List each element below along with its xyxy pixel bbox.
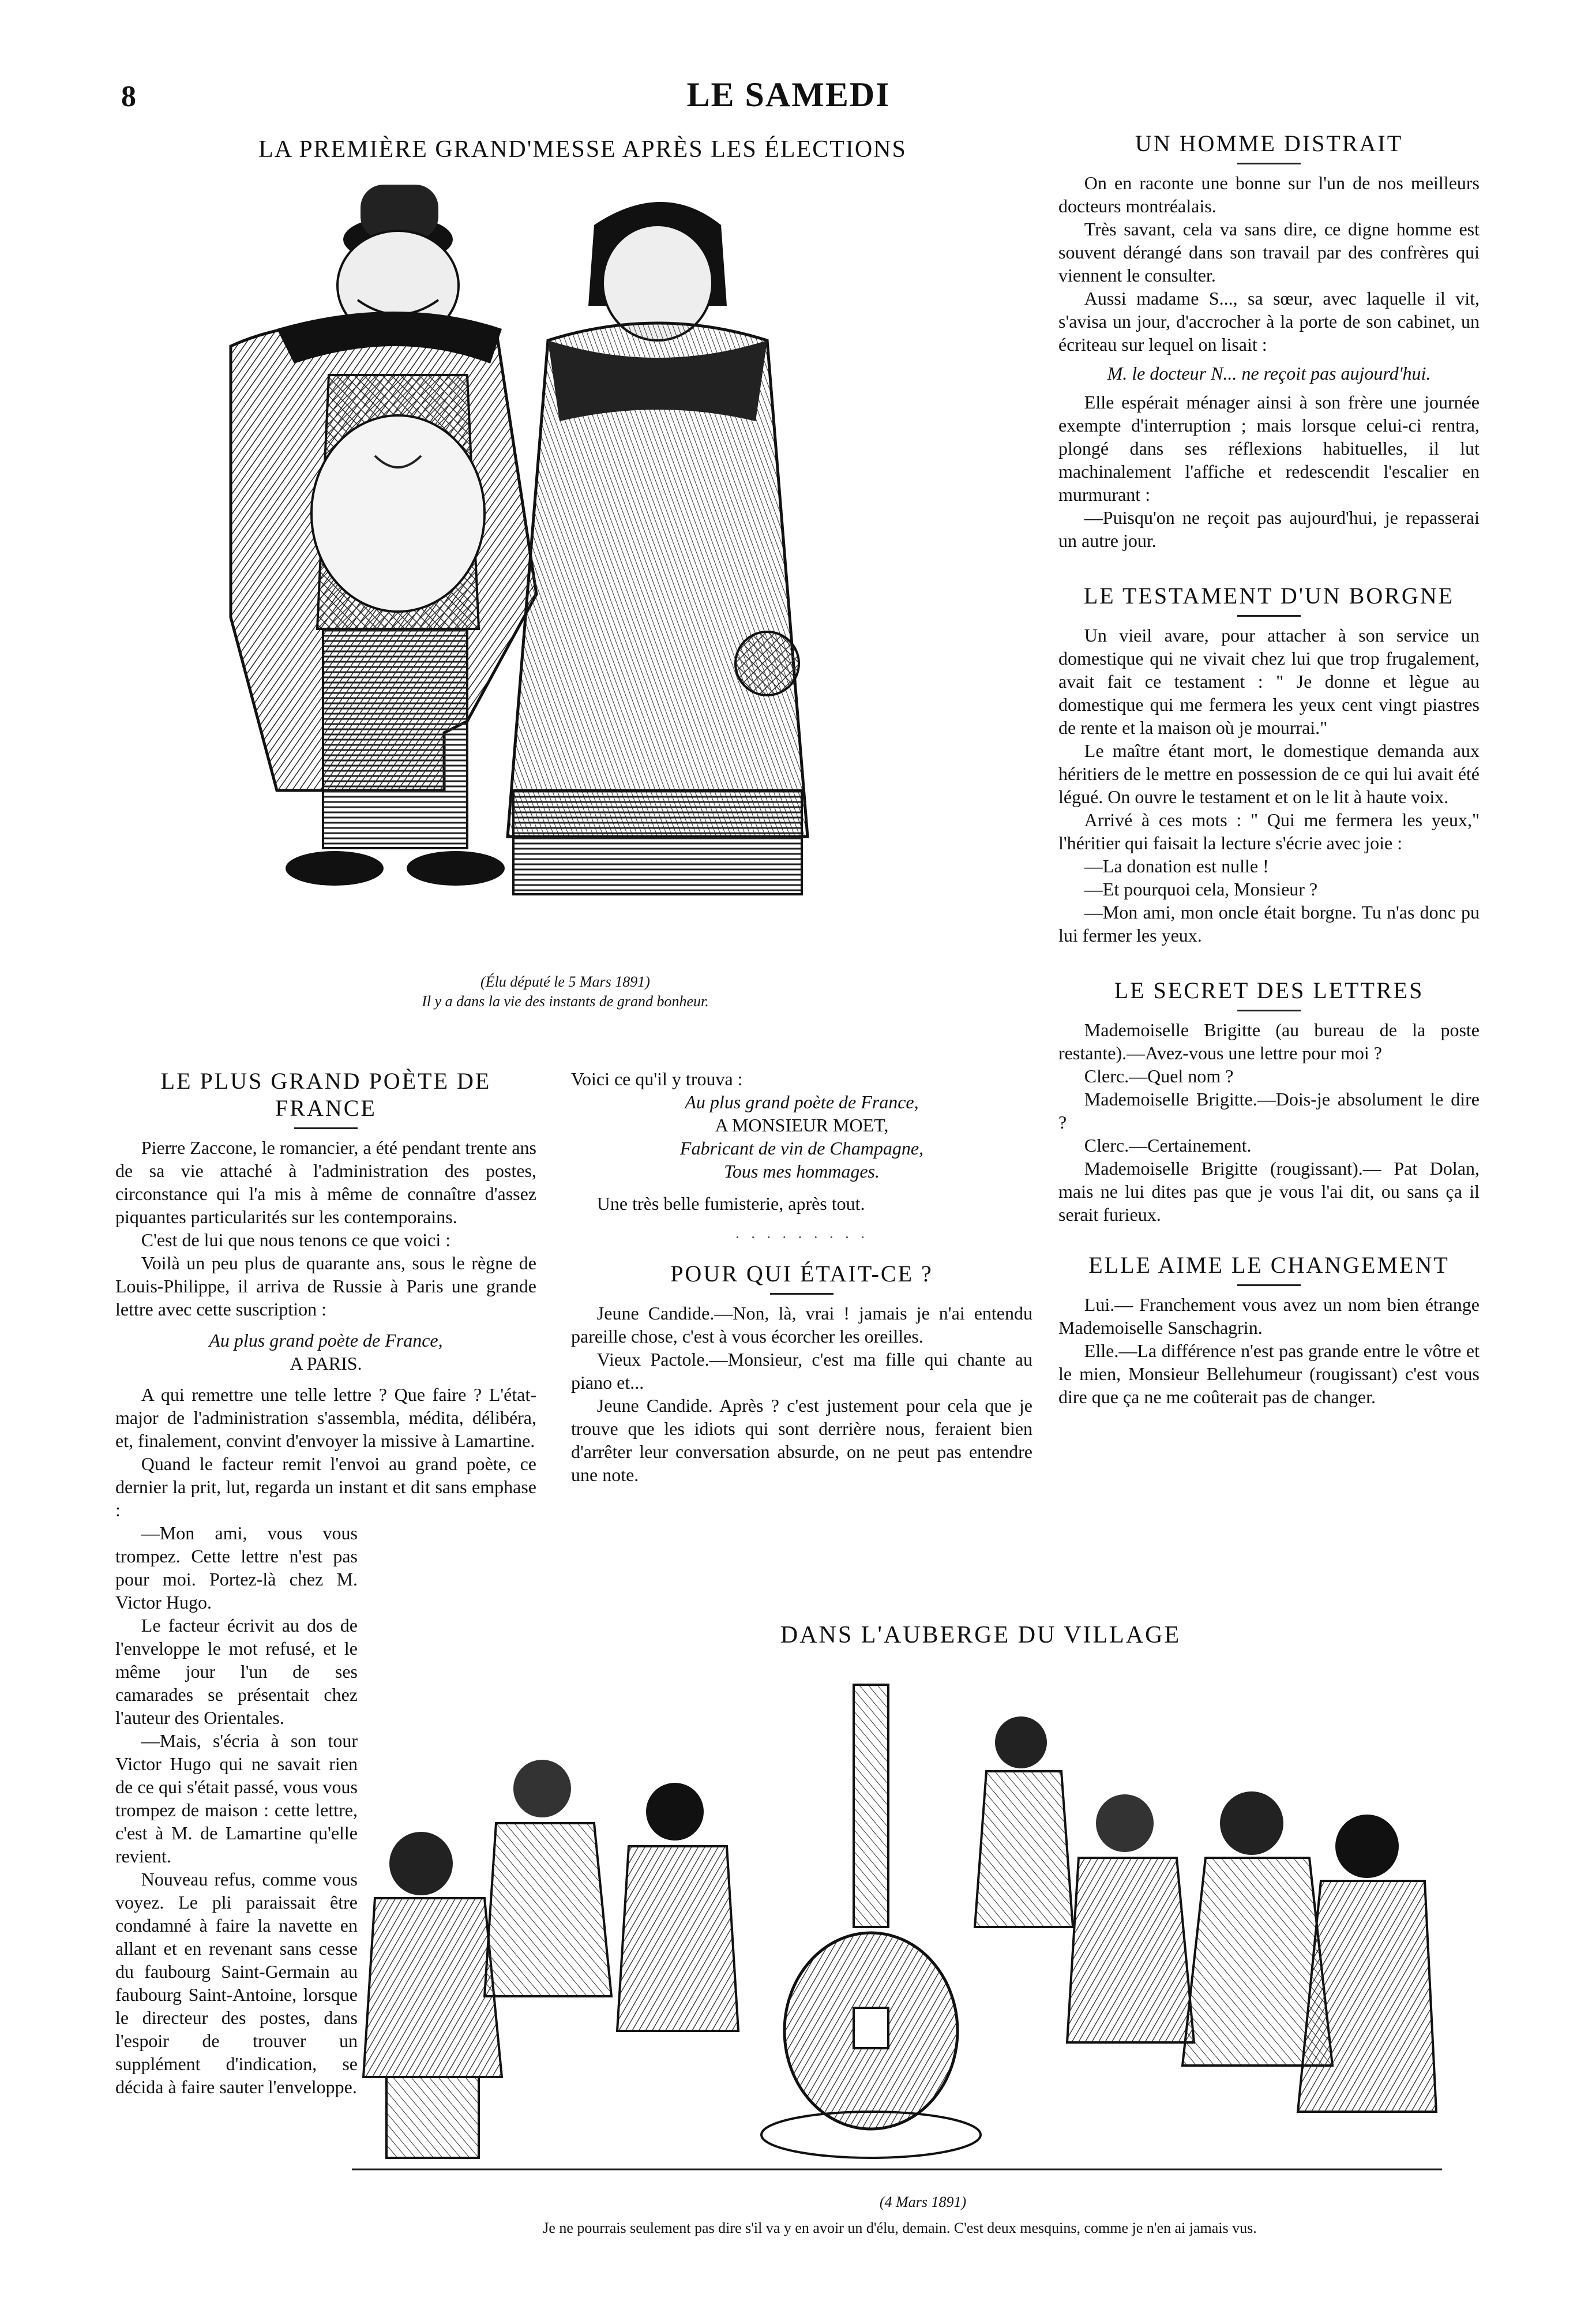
- article-title-changement: ELLE AIME LE CHANGEMENT: [1088, 1252, 1450, 1278]
- title-rule: [1237, 163, 1301, 164]
- paragraph: Voici ce qu'il y trouva :: [571, 1069, 743, 1089]
- paragraph: C'est de lui que nous tenons ce que voici :: [141, 1230, 451, 1250]
- paragraph: Mademoiselle Brigitte.—Dois-je absolument le dire ?: [1058, 1089, 1480, 1133]
- article-title-plus-grand-poete: LE PLUS GRAND POÈTE DE FRANCE: [160, 1068, 491, 1121]
- article-title-testament: LE TESTAMENT D'UN BORGNE: [1083, 583, 1455, 609]
- paragraph: Un vieil avare, pour attacher à son service un domestique qui ne vivait chez lui que trop frugalement, avait fait ce testament : " Je donne et lègue au domestique qui me fermera les yeux cent vingt piastres de rente et la maison où je mourrai.": [1058, 625, 1480, 738]
- paragraph: —Puisqu'on ne reçoit pas aujourd'hui, je repasserai un autre jour.: [1058, 507, 1480, 551]
- paragraph: Mademoiselle Brigitte (au bureau de la poste restante).—Avez-vous une lettre pour moi ?: [1058, 1019, 1480, 1063]
- paragraph: —Et pourquoi cela, Monsieur ?: [1084, 879, 1318, 899]
- bottom-cartoon-caption-date: (4 Mars 1891): [879, 2194, 967, 2210]
- paragraph: Le facteur écrivit au dos de l'enveloppe le mot refusé, et le même jour l'un de ses camarades se présentait chez l'auteur des Orientales.: [115, 1615, 358, 1728]
- title-rule: [1237, 1010, 1301, 1011]
- paragraph: Elle espérait ménager ainsi à son frère une journée exempte d'interruption ; mais lorsque celui-ci rentra, plongé dans ses réflexions habituelles, il lut machinalement l'affiche et redescendit l'escalier en murmurant :: [1058, 392, 1480, 505]
- section-divider: · · · · · · · · ·: [735, 1229, 869, 1246]
- paragraph: Lui.— Franchement vous avez un nom bien étrange Mademoiselle Sanschagrin.: [1058, 1294, 1480, 1338]
- top-cartoon-caption-text: Il y a dans la vie des instants de grand bonheur.: [422, 993, 709, 1010]
- paragraph: Arrivé à ces mots : " Qui me fermera les yeux," l'héritier qui faisait la lecture s'écrie avec joie :: [1058, 809, 1480, 853]
- paragraph: Jeune Candide. Après ? c'est justement pour cela que je trouve que les idiots qui sont derrière nous, feraient bien d'arrêter leur conversation absurde, on ne peut pas entendre une note.: [571, 1395, 1032, 1485]
- paragraph: Très savant, cela va sans dire, ce digne homme est souvent dérangé dans son travail par des confrères qui viennent le consulter.: [1058, 219, 1480, 286]
- top-cartoon-title: LA PREMIÈRE GRAND'MESSE APRÈS LES ÉLECTIONS: [258, 136, 907, 163]
- top-cartoon-illustration: [144, 156, 917, 964]
- paragraph: Mademoiselle Brigitte (rougissant).— Pat Dolan, mais ne lui dites pas que je vous l'ai dit, ou sans ça il serait furieux.: [1058, 1158, 1480, 1225]
- paragraph: Nouveau refus, comme vous voyez. Le pli paraissait être condamné à faire la navette en allant et en revenant sans cesse du faubourg Saint-Germain au faubourg Saint-Antoine, lorsque le directeur des postes, dans l'espoir de trouver un supplément d'indication, se décida à faire sauter l'enveloppe.: [115, 1869, 358, 2097]
- title-rule: [294, 1127, 358, 1129]
- paragraph: —Mon ami, mon oncle était borgne. Tu n'as donc pu lui fermer les yeux.: [1058, 902, 1480, 946]
- letter-line: Tous mes hommages.: [724, 1161, 880, 1182]
- paragraph: A qui remettre une telle lettre ? Que faire ? L'état-major de l'administration s'assembla, médita, délibéra, et, finalement, convint d'envoyer la missive à Lamartine.: [115, 1384, 536, 1451]
- paragraph: Clerc.—Quel nom ?: [1084, 1066, 1234, 1086]
- right-column: [1058, 130, 1480, 1408]
- paragraph: Une très belle fumisterie, après tout.: [596, 1193, 865, 1214]
- letter-line: A MONSIEUR MOET,: [715, 1115, 889, 1135]
- masthead: LE SAMEDI: [686, 76, 891, 114]
- paragraph: —La donation est nulle !: [1084, 856, 1269, 876]
- bottom-cartoon-caption-text: Je ne pourrais seulement pas dire s'il va y en avoir un d'élu, demain. C'est deux mesquins, comme je n'en ai jamais vus.: [543, 2220, 1257, 2236]
- top-cartoon-caption-date: (Élu député le 5 Mars 1891): [480, 973, 650, 990]
- address-line: Au plus grand poète de France,: [209, 1330, 443, 1351]
- letter-line: Fabricant de vin de Champagne,: [679, 1138, 924, 1159]
- paragraph: Vieux Pactole.—Monsieur, c'est ma fille qui chante au piano et...: [571, 1349, 1032, 1393]
- paragraph: Voilà un peu plus de quarante ans, sous le règne de Louis-Philippe, il arriva de Russie à Paris une grande lettre avec cette suscription :: [115, 1253, 536, 1320]
- title-rule: [1237, 1284, 1301, 1286]
- title-rule: [1237, 615, 1301, 617]
- top-cartoon-caption: [242, 972, 888, 1011]
- article-title-homme-distrait: UN HOMME DISTRAIT: [1135, 130, 1403, 156]
- letter-line: Au plus grand poète de France,: [685, 1092, 919, 1112]
- paragraph: Quand le facteur remit l'envoi au grand poète, ce dernier la prit, lut, regarda un instant et dit sans emphase :: [115, 1453, 536, 1520]
- paragraph: M. le docteur N... ne reçoit pas aujourd'hui.: [1107, 363, 1431, 384]
- paragraph: Pierre Zaccone, le romancier, a été pendant trente ans de sa vie attaché à l'administration des postes, circonstance qui l'a mis à même de connaître d'assez piquantes particularités sur les contemporains.: [115, 1137, 536, 1227]
- paragraph: —Mon ami, vous vous trompez. Cette lettre n'est pas pour moi. Portez-là chez M. Victor Hugo.: [115, 1523, 358, 1613]
- paragraph: Aussi madame S..., sa sœur, avec laquelle il vit, s'avisa un jour, d'accrocher à la porte de son cabinet, un écriteau sur lequel on lisait :: [1058, 288, 1480, 355]
- paragraph: Jeune Candide.—Non, là, vrai ! jamais je n'ai entendu pareille chose, c'est à vous écorcher les oreilles.: [571, 1303, 1032, 1347]
- article-title-secret-lettres: LE SECRET DES LETTRES: [1114, 977, 1424, 1003]
- paragraph: Elle.—La différence n'est pas grande entre le vôtre et le mien, Monsieur Bellehumeur (rougissant) c'est vous dire que ça ne me coûterait pas de changer.: [1058, 1340, 1480, 1407]
- paragraph: Clerc.—Certainement.: [1084, 1135, 1252, 1156]
- bottom-cartoon-illustration: [352, 1673, 1442, 2181]
- paragraph: —Mais, s'écria à son tour Victor Hugo qui ne savait rien de ce qui s'était passé, vous vous trompez de maison : cette lettre, c'est à M. de Lamartine qu'elle revient.: [115, 1730, 358, 1866]
- title-rule: [770, 1293, 833, 1295]
- paragraph: On en raconte une bonne sur l'un de nos meilleurs docteurs montréalais.: [1058, 173, 1480, 216]
- middle-column: [571, 1067, 1032, 1486]
- paragraph: Le maître étant mort, le domestique demanda aux héritiers de le mettre en possession de ce qui lui avait été légué. On ouvre le testament et on le lit à haute voix.: [1058, 740, 1480, 807]
- article-title-pour-qui: POUR QUI ÉTAIT-CE ?: [670, 1261, 933, 1287]
- page-number: 8: [121, 80, 136, 113]
- narrow-text-block: [115, 1521, 358, 2098]
- bottom-cartoon-title: DANS L'AUBERGE DU VILLAGE: [780, 1622, 1181, 1648]
- address-line: A PARIS.: [290, 1353, 362, 1374]
